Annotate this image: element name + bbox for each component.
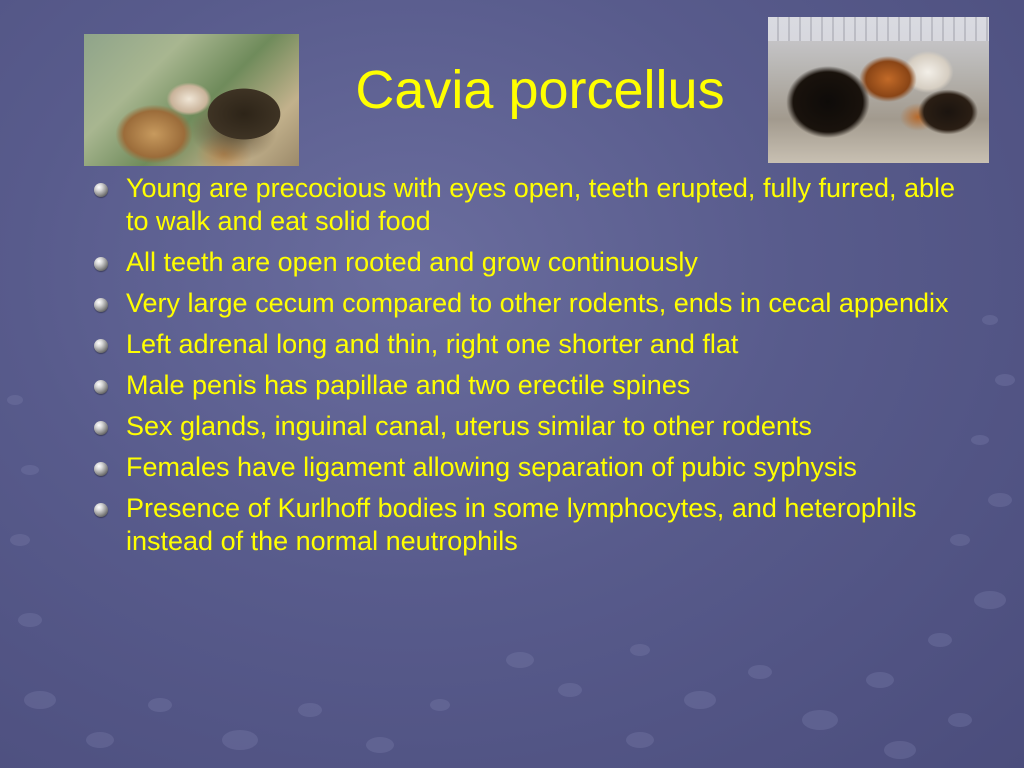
sphere-bullet-icon	[94, 462, 108, 476]
sphere-bullet-icon	[94, 298, 108, 312]
bullet-text: Young are precocious with eyes open, teeth erupted, fully furred, able to walk and eat solid food	[126, 173, 956, 236]
bullet-text: Very large cecum compared to other rodents, ends in cecal appendix	[126, 288, 949, 318]
bullet-item	[92, 328, 972, 361]
sphere-bullet-icon	[94, 339, 108, 353]
bullet-item	[92, 246, 972, 279]
bullet-text: Sex glands, inguinal canal, uterus similar to other rodents	[126, 411, 812, 441]
bullet-text: Male penis has papillae and two erectile spines	[126, 370, 691, 400]
bullet-item	[92, 287, 972, 320]
sphere-bullet-icon	[94, 183, 108, 197]
sphere-bullet-icon	[94, 421, 108, 435]
guinea-pigs-blanket-photo	[84, 34, 299, 166]
guinea-pigs-cage-photo	[768, 17, 989, 163]
slide-title: Cavia porcellus	[355, 60, 725, 120]
bullet-text: Left adrenal long and thin, right one shorter and flat	[126, 329, 739, 359]
bullet-item	[92, 410, 972, 443]
sphere-bullet-icon	[94, 257, 108, 271]
sphere-bullet-icon	[94, 503, 108, 517]
bullet-text: Presence of Kurlhoff bodies in some lymphocytes, and heterophils instead of the normal neutrophils	[126, 493, 917, 556]
bullet-list	[92, 172, 972, 566]
bullet-item	[92, 369, 972, 402]
bullet-item	[92, 492, 972, 558]
bullet-text: All teeth are open rooted and grow continuously	[126, 247, 698, 277]
bullet-text: Females have ligament allowing separation of pubic syphysis	[126, 452, 857, 482]
sphere-bullet-icon	[94, 380, 108, 394]
bullet-item	[92, 451, 972, 484]
bullet-item	[92, 172, 972, 238]
